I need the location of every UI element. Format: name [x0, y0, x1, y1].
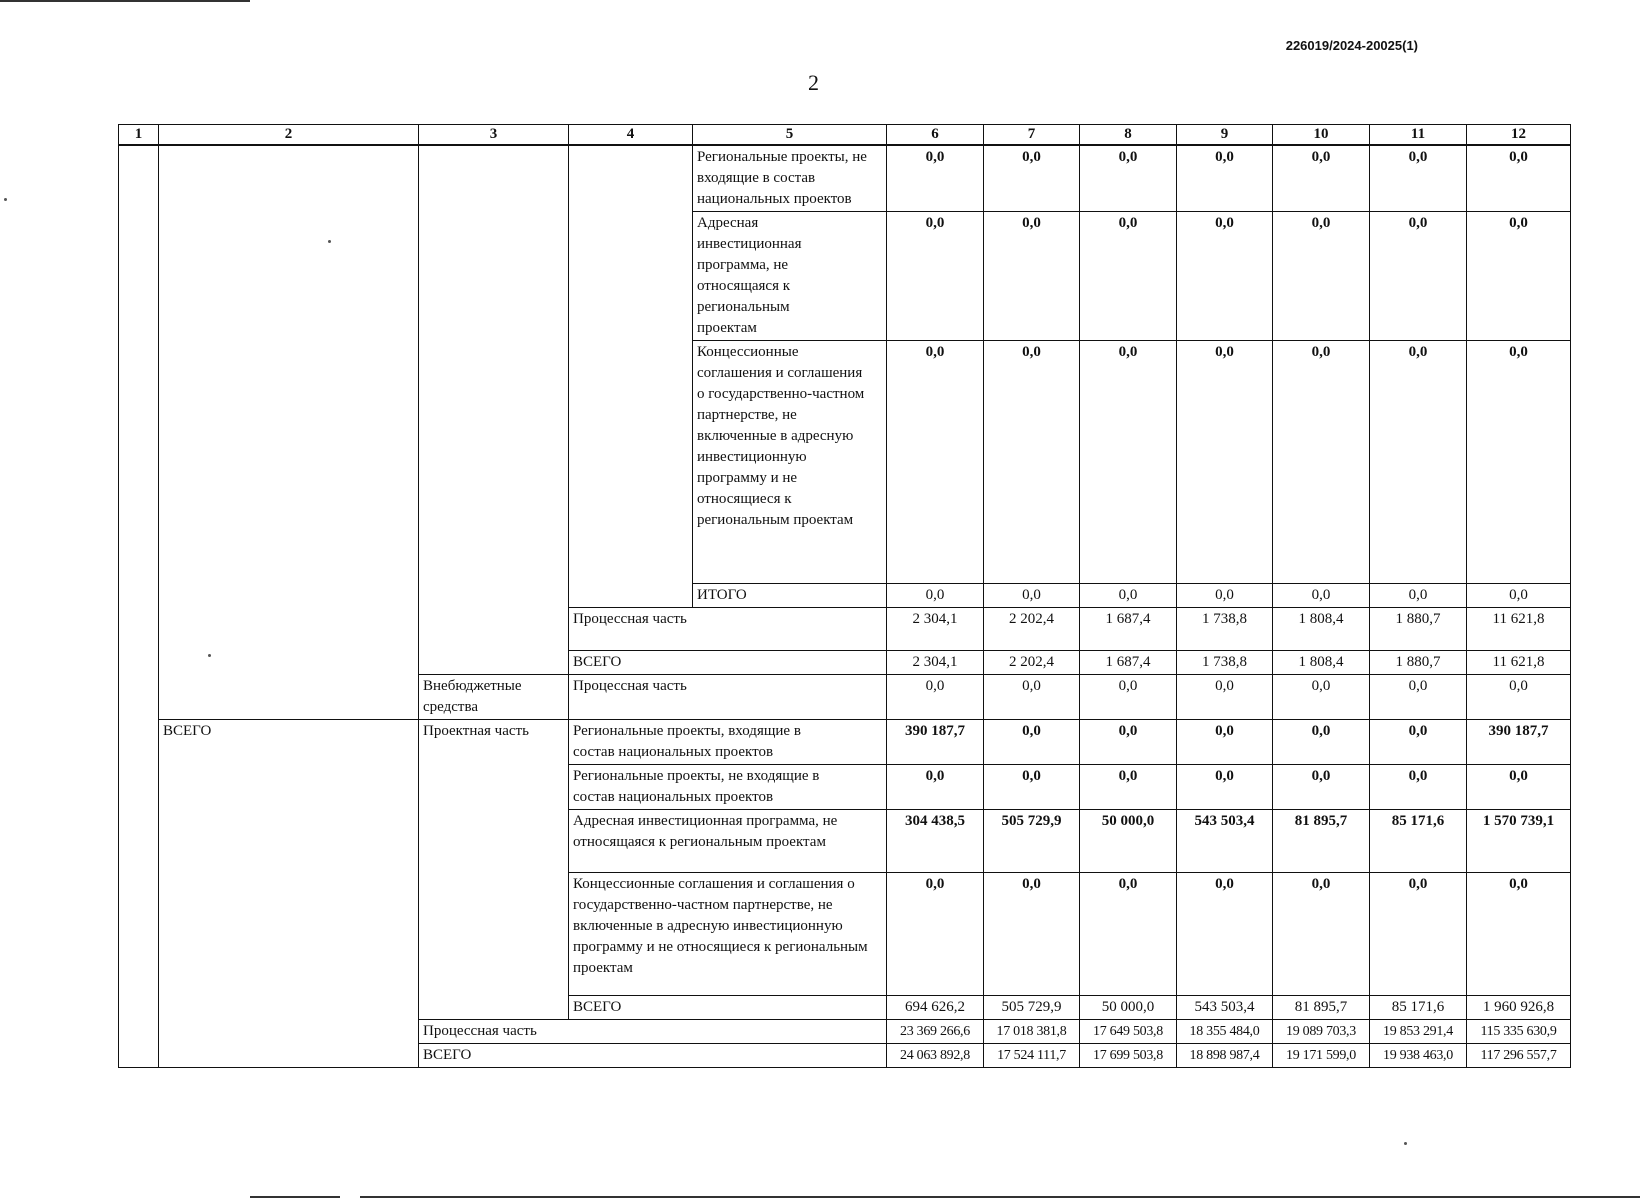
- value-cell: 505 729,9: [984, 810, 1080, 873]
- value-cell: 85 171,6: [1370, 996, 1467, 1020]
- value-cell: 17 699 503,8: [1080, 1044, 1177, 1068]
- value-cell: 0,0: [1177, 720, 1273, 765]
- value-cell: 117 296 557,7: [1467, 1044, 1571, 1068]
- value-cell: 304 438,5: [887, 810, 984, 873]
- value-cell: 0,0: [1080, 584, 1177, 608]
- value-cell: 0,0: [1467, 765, 1571, 810]
- value-cell: 1 880,7: [1370, 608, 1467, 651]
- value-cell: 543 503,4: [1177, 810, 1273, 873]
- scan-speck: [4, 198, 7, 201]
- value-cell: 0,0: [1370, 873, 1467, 996]
- value-cell: 0,0: [984, 873, 1080, 996]
- value-cell: 0,0: [984, 341, 1080, 584]
- value-cell: 50 000,0: [1080, 996, 1177, 1020]
- value-cell: 2 304,1: [887, 651, 984, 675]
- row-label: ВСЕГО: [569, 651, 887, 675]
- value-cell: 19 171 599,0: [1273, 1044, 1370, 1068]
- value-cell: 0,0: [887, 584, 984, 608]
- column-header: 5: [693, 125, 887, 146]
- value-cell: 0,0: [1467, 212, 1571, 341]
- row-label: ВСЕГО: [569, 996, 887, 1020]
- value-cell: 81 895,7: [1273, 810, 1370, 873]
- value-cell: 0,0: [1273, 765, 1370, 810]
- value-cell: 0,0: [1080, 341, 1177, 584]
- value-cell: 0,0: [1370, 720, 1467, 765]
- value-cell: 1 880,7: [1370, 651, 1467, 675]
- column-header: 11: [1370, 125, 1467, 146]
- value-cell: 18 355 484,0: [1177, 1020, 1273, 1044]
- column-header: 6: [887, 125, 984, 146]
- table-row: [119, 145, 1571, 212]
- column-header: 1: [119, 125, 159, 146]
- value-cell: 0,0: [887, 675, 984, 720]
- value-cell: 0,0: [1273, 212, 1370, 341]
- value-cell: 0,0: [984, 720, 1080, 765]
- column-header: 12: [1467, 125, 1571, 146]
- cell-col2: [159, 145, 419, 720]
- value-cell: 11 621,8: [1467, 651, 1571, 675]
- row-label: Концессионные соглашения и соглашения о государственно-частном партнерстве, не включенные в адресную инвестиционную программу и не относящиеся к региональным проектам: [693, 341, 887, 584]
- table-row: [119, 720, 1571, 765]
- value-cell: 0,0: [1177, 212, 1273, 341]
- column-header: 2: [159, 125, 419, 146]
- column-header: 10: [1273, 125, 1370, 146]
- value-cell: 0,0: [1177, 145, 1273, 212]
- value-cell: 1 687,4: [1080, 651, 1177, 675]
- row-label: Процессная часть: [569, 675, 887, 720]
- row-label: Адресная инвестиционная программа, не относящаяся к региональным проектам: [693, 212, 887, 341]
- column-number-row: [119, 125, 1571, 146]
- value-cell: 1 738,8: [1177, 608, 1273, 651]
- value-cell: 0,0: [887, 341, 984, 584]
- value-cell: 81 895,7: [1273, 996, 1370, 1020]
- value-cell: 505 729,9: [984, 996, 1080, 1020]
- value-cell: 17 018 381,8: [984, 1020, 1080, 1044]
- value-cell: 0,0: [1080, 675, 1177, 720]
- value-cell: 1 808,4: [1273, 651, 1370, 675]
- value-cell: 50 000,0: [1080, 810, 1177, 873]
- value-cell: 0,0: [1273, 145, 1370, 212]
- value-cell: 1 570 739,1: [1467, 810, 1571, 873]
- scan-speck: [208, 654, 211, 657]
- value-cell: 0,0: [887, 765, 984, 810]
- row-label: Региональные проекты, не входящие в состав национальных проектов: [569, 765, 887, 810]
- row-label: ИТОГО: [693, 584, 887, 608]
- value-cell: 0,0: [1080, 873, 1177, 996]
- value-cell: 0,0: [1273, 675, 1370, 720]
- scan-speck: [1404, 1142, 1407, 1145]
- value-cell: 0,0: [1467, 584, 1571, 608]
- scan-edge-line: [0, 0, 250, 2]
- row-label: ВСЕГО: [419, 1044, 887, 1068]
- column-header: 8: [1080, 125, 1177, 146]
- value-cell: 2 304,1: [887, 608, 984, 651]
- value-cell: 0,0: [1370, 341, 1467, 584]
- page-number: 2: [808, 70, 819, 95]
- scan-edge-line: [250, 1196, 340, 1198]
- value-cell: 85 171,6: [1370, 810, 1467, 873]
- value-cell: 17 524 111,7: [984, 1044, 1080, 1068]
- value-cell: 694 626,2: [887, 996, 984, 1020]
- value-cell: 0,0: [1467, 873, 1571, 996]
- value-cell: 0,0: [984, 584, 1080, 608]
- value-cell: 17 649 503,8: [1080, 1020, 1177, 1044]
- value-cell: 1 738,8: [1177, 651, 1273, 675]
- value-cell: 0,0: [1370, 584, 1467, 608]
- value-cell: 0,0: [984, 145, 1080, 212]
- value-cell: 0,0: [1370, 765, 1467, 810]
- value-cell: 0,0: [1370, 675, 1467, 720]
- value-cell: 0,0: [1370, 212, 1467, 341]
- value-cell: 0,0: [1080, 212, 1177, 341]
- project-part-label: Проектная часть: [419, 720, 569, 1020]
- value-cell: 390 187,7: [1467, 720, 1571, 765]
- value-cell: 0,0: [1273, 720, 1370, 765]
- scan-edge-line: [360, 1196, 1640, 1198]
- value-cell: 0,0: [1467, 675, 1571, 720]
- value-cell: 23 369 266,6: [887, 1020, 984, 1044]
- value-cell: 0,0: [1177, 584, 1273, 608]
- value-cell: 0,0: [1467, 145, 1571, 212]
- value-cell: 0,0: [1273, 341, 1370, 584]
- row-label: Концессионные соглашения и соглашения о государственно-частном партнерстве, не включенные в адресную инвестиционную программу и не относящиеся к региональным проектам: [569, 873, 887, 996]
- value-cell: 0,0: [1273, 873, 1370, 996]
- value-cell: 0,0: [887, 145, 984, 212]
- value-cell: 11 621,8: [1467, 608, 1571, 651]
- value-cell: 19 853 291,4: [1370, 1020, 1467, 1044]
- value-cell: 0,0: [984, 765, 1080, 810]
- value-cell: 19 938 463,0: [1370, 1044, 1467, 1068]
- scan-speck: [328, 240, 331, 243]
- document-registration-number: 226019/2024-20025(1): [1285, 38, 1418, 53]
- value-cell: 1 960 926,8: [1467, 996, 1571, 1020]
- value-cell: 1 687,4: [1080, 608, 1177, 651]
- value-cell: 0,0: [1080, 765, 1177, 810]
- row-label: Процессная часть: [419, 1020, 887, 1044]
- column-header: 9: [1177, 125, 1273, 146]
- row-label: Адресная инвестиционная программа, не относящаяся к региональным проектам: [569, 810, 887, 873]
- value-cell: 115 335 630,9: [1467, 1020, 1571, 1044]
- value-cell: 18 898 987,4: [1177, 1044, 1273, 1068]
- value-cell: 543 503,4: [1177, 996, 1273, 1020]
- funding-source-label: Внебюджетные средства: [419, 675, 569, 720]
- value-cell: 0,0: [1080, 720, 1177, 765]
- value-cell: 0,0: [887, 873, 984, 996]
- cell-col4: [569, 145, 693, 608]
- financing-table: [118, 124, 1571, 1068]
- row-label: Процессная часть: [569, 608, 887, 651]
- value-cell: 0,0: [1177, 873, 1273, 996]
- value-cell: 0,0: [1177, 675, 1273, 720]
- value-cell: 0,0: [984, 675, 1080, 720]
- cell-col1: [119, 145, 159, 1068]
- grand-total-label: ВСЕГО: [159, 720, 419, 1068]
- value-cell: 0,0: [1370, 145, 1467, 212]
- row-label: Региональные проекты, не входящие в состав национальных проектов: [693, 145, 887, 212]
- cell-col3: [419, 145, 569, 675]
- value-cell: 0,0: [1467, 341, 1571, 584]
- row-label: Региональные проекты, входящие в состав национальных проектов: [569, 720, 887, 765]
- value-cell: 0,0: [1273, 584, 1370, 608]
- value-cell: 0,0: [1177, 341, 1273, 584]
- value-cell: 0,0: [984, 212, 1080, 341]
- value-cell: 1 808,4: [1273, 608, 1370, 651]
- column-header: 7: [984, 125, 1080, 146]
- value-cell: 2 202,4: [984, 608, 1080, 651]
- column-header: 3: [419, 125, 569, 146]
- value-cell: 390 187,7: [887, 720, 984, 765]
- value-cell: 0,0: [1080, 145, 1177, 212]
- value-cell: 0,0: [887, 212, 984, 341]
- value-cell: 24 063 892,8: [887, 1044, 984, 1068]
- value-cell: 19 089 703,3: [1273, 1020, 1370, 1044]
- value-cell: 2 202,4: [984, 651, 1080, 675]
- value-cell: 0,0: [1177, 765, 1273, 810]
- column-header: 4: [569, 125, 693, 146]
